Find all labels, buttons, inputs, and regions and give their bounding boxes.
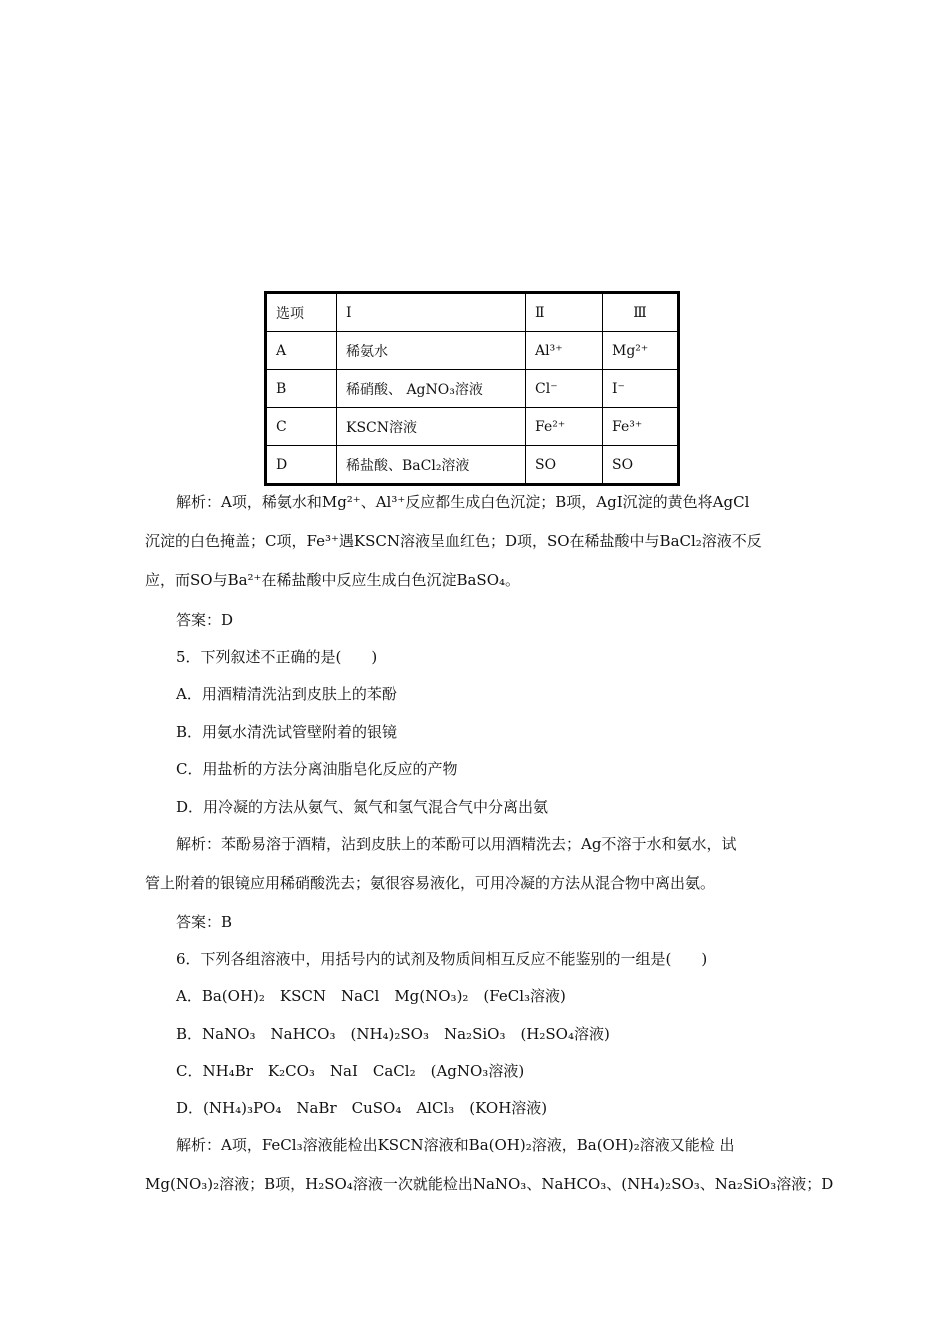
options-table	[264, 291, 680, 486]
choice-text: B．NaNO₃ NaHCO₃ (NH₄)₂SO₃ Na₂SiO₃ (H₂SO₄溶液)	[176, 1025, 610, 1043]
table-cell: Mg²⁺	[603, 332, 679, 370]
table-row	[266, 370, 679, 408]
choice-text: A．用酒精清洗沾到皮肤上的苯酚	[176, 685, 397, 703]
table-cell: SO	[603, 446, 679, 485]
analysis-text: 解析：A项，稀氨水和Mg²⁺、Al³⁺反应都生成白色沉淀；B项，AgI沉淀的黄色将AgCl	[176, 493, 750, 511]
analysis-text: 解析：苯酚易溶于酒精，沾到皮肤上的苯酚可以用酒精洗去；Ag不溶于水和氨水，试	[176, 835, 737, 853]
table-header-row	[266, 293, 679, 332]
choice-text: C．用盐析的方法分离油脂皂化反应的产物	[176, 760, 458, 778]
table-cell: Fe²⁺	[526, 408, 603, 446]
table-cell: 稀氨水	[337, 332, 526, 370]
table-row	[266, 446, 679, 485]
header-cell: Ⅲ	[603, 293, 679, 332]
table-cell: C	[266, 408, 337, 446]
table-cell: SO	[526, 446, 603, 485]
analysis-text: 解析：A项，FeCl₃溶液能检出KSCN溶液和Ba(OH)₂溶液，Ba(OH)₂溶液又能检 出	[176, 1136, 735, 1154]
choice-text: B．用氨水清洗试管壁附着的银镜	[176, 723, 398, 741]
choice-text: A．Ba(OH)₂ KSCN NaCl Mg(NO₃)₂ (FeCl₃溶液)	[176, 987, 566, 1005]
choice-text: D．用冷凝的方法从氨气、氮气和氢气混合气中分离出氨	[176, 798, 549, 816]
header-cell: Ⅰ	[337, 293, 526, 332]
table-cell: Fe³⁺	[603, 408, 679, 446]
table-cell: KSCN溶液	[337, 408, 526, 446]
question-text: 5．下列叙述不正确的是( )	[176, 648, 378, 666]
answer-text: 答案：D	[176, 611, 234, 629]
table-row	[266, 332, 679, 370]
choice-text: D．(NH₄)₃PO₄ NaBr CuSO₄ AlCl₃ (KOH溶液)	[176, 1099, 548, 1117]
table-cell: A	[266, 332, 337, 370]
header-cell: 选项	[266, 293, 337, 332]
table-cell: D	[266, 446, 337, 485]
table-cell: Al³⁺	[526, 332, 603, 370]
choice-text: C．NH₄Br K₂CO₃ NaI CaCl₂ (AgNO₃溶液)	[176, 1062, 525, 1080]
analysis-text: 管上附着的银镜应用稀硝酸洗去；氨很容易液化，可用冷凝的方法从混合物中离出氨。	[145, 874, 716, 892]
table-cell: B	[266, 370, 337, 408]
header-cell: Ⅱ	[526, 293, 603, 332]
answer-text: 答案：B	[176, 913, 233, 931]
table-cell: 稀硝酸、 AgNO₃溶液	[337, 370, 526, 408]
analysis-text: 沉淀的白色掩盖；C项，Fe³⁺遇KSCN溶液呈血红色；D项，SO在稀盐酸中与BaCl₂溶液不反	[145, 532, 762, 550]
question-text: 6．下列各组溶液中，用括号内的试剂及物质间相互反应不能鉴别的一组是( )	[176, 950, 708, 968]
table-cell: Cl⁻	[526, 370, 603, 408]
analysis-text: 应，而SO与Ba²⁺在稀盐酸中反应生成白色沉淀BaSO₄。	[145, 571, 521, 589]
table-cell: I⁻	[603, 370, 679, 408]
table-row	[266, 408, 679, 446]
analysis-text: Mg(NO₃)₂溶液；B项，H₂SO₄溶液一次就能检出NaNO₃、NaHCO₃、(NH₄)₂SO₃、Na₂SiO₃溶液；D	[145, 1175, 834, 1193]
table-cell: 稀盐酸、BaCl₂溶液	[337, 446, 526, 485]
